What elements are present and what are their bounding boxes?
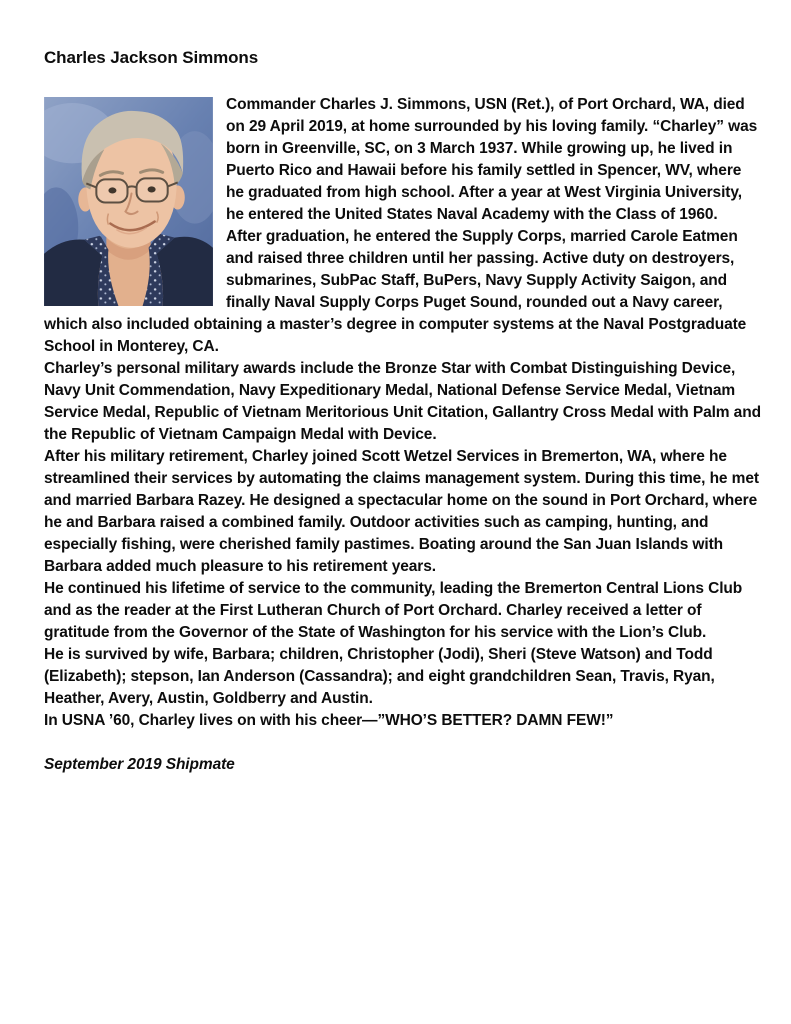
- obituary-paragraph-5: He continued his lifetime of service to the community, leading the Bremerton Central Lions Club and as the reader at the First Lutheran Church of Port Orchard. Charley received a letter of gratitude from the Governor of the State of Washington for his service with the Lion’s Club.: [44, 580, 743, 641]
- obituary-paragraph-2: After graduation, he entered the Supply Corps, married Carole Eatmen and raised three children until her passing. Active duty on destroyers, submarines, SubPac Staff, BuPers, Navy Supply Activity Saigon, and finally Naval Supply Corps Puget Sound, rounded out a Navy career, which also included obtaining a master’s degree in computer systems at the Naval Postgraduate School in Monterey, CA.: [44, 228, 747, 355]
- obituary-paragraph-7: In USNA ’60, Charley lives on with his cheer—”WHO’S BETTER? DAMN FEW!”: [44, 712, 614, 729]
- document-body: [44, 94, 761, 776]
- portrait-illustration: [44, 97, 213, 306]
- obituary-paragraph-6: He is survived by wife, Barbara; children, Christopher (Jodi), Sheri (Steve Watson) and Todd (Elizabeth); stepson, Ian Anderson (Cassandra); and eight grandchildren Sean, Travis, Ryan, Heather, Avery, Austin, Goldberry and Austin.: [44, 646, 715, 707]
- obituary-paragraph-1: Commander Charles J. Simmons, USN (Ret.), of Port Orchard, WA, died on 29 April 2019, at home surrounded by his loving family. “Charley” was born in Greenville, SC, on 3 March 1937. While growing up, he lived in Puerto Rico and Hawaii before his family settled in Spencer, WV, where he graduated from high school. After a year at West Virginia University, he entered the United States Naval Academy with the Class of 1960.: [226, 96, 758, 223]
- portrait-photo: [44, 97, 213, 306]
- obituary-paragraph-3: Charley’s personal military awards include the Bronze Star with Combat Distinguishing Device, Navy Unit Commendation, Navy Expeditionary Medal, National Defense Service Medal, Vietnam Service Medal, Republic of Vietnam Meritorious Unit Citation, Gallantry Cross Medal with Palm and the Republic of Vietnam Campaign Medal with Device.: [44, 360, 761, 443]
- page-title: Charles Jackson Simmons: [44, 48, 259, 67]
- obituary-paragraph-4: After his military retirement, Charley joined Scott Wetzel Services in Bremerton, WA, where he streamlined their services by automating the claims management system. During this time, he met and married Barbara Razey. He designed a spectacular home on the sound in Port Orchard, where he and Barbara raised a combined family. Outdoor activities such as camping, hunting, and especially fishing, were cherished family pastimes. Boating around the San Juan Islands with Barbara added much pleasure to his retirement years.: [44, 448, 759, 575]
- source-citation: September 2019 Shipmate: [44, 756, 235, 773]
